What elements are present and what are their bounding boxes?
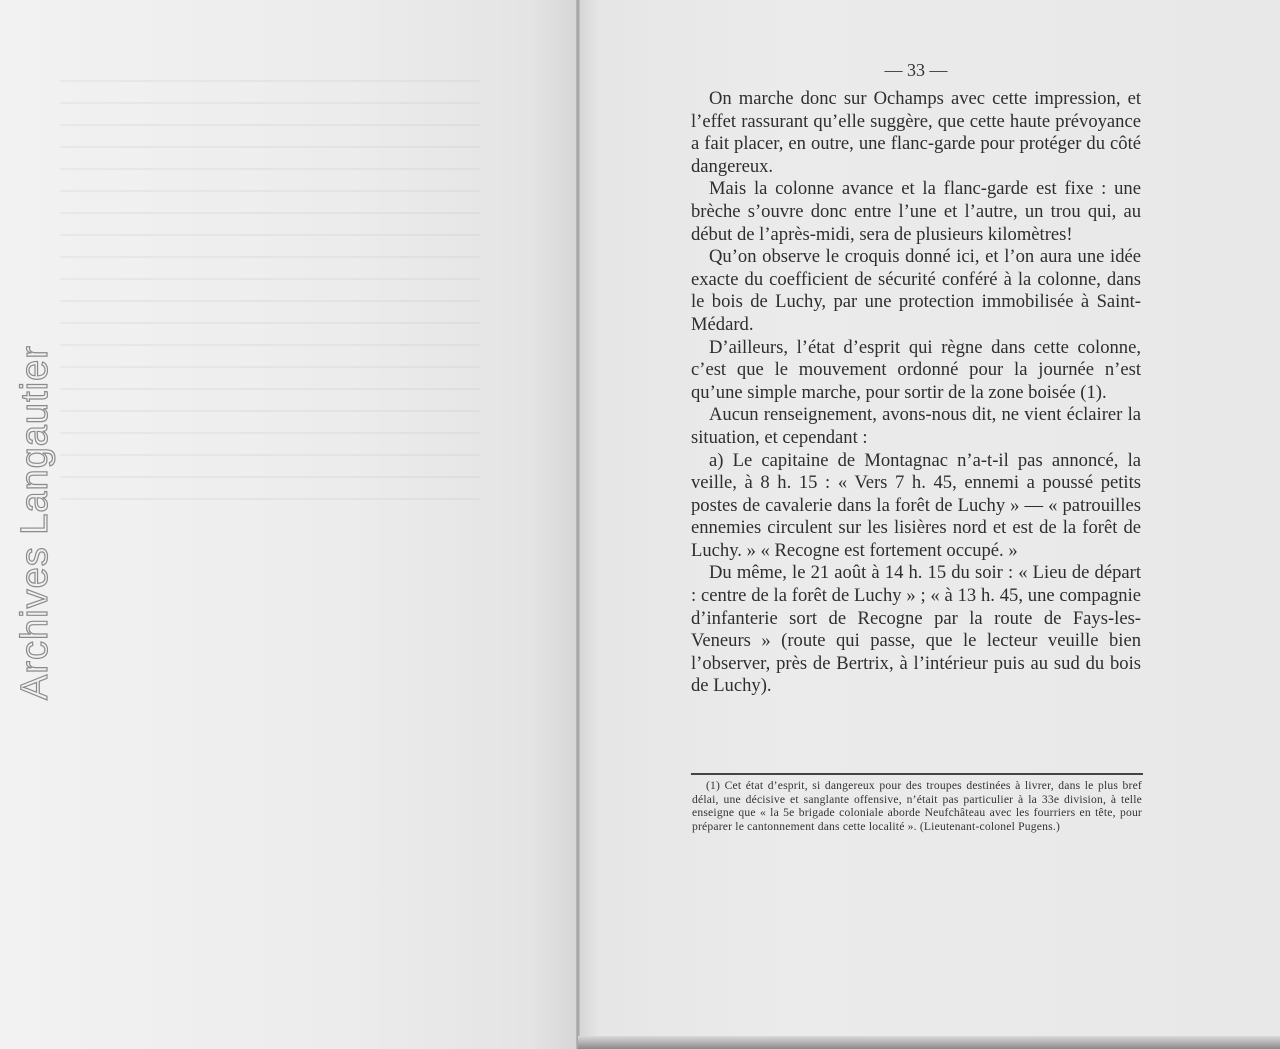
paragraph: a) Le capitaine de Montagnac n’a-t-il pas annoncé, la veille, à 8 h. 15 : « Vers 7 h. 45, ennemi a poussé petits postes de cavalerie dans la forêt de Luchy » — « patrouilles ennemies circulent sur les lisières nord et est de la forêt de Luchy. » « Recogne est fortement occupé. »: [691, 449, 1141, 561]
paragraph: Mais la colonne avance et la flanc-garde est fixe : une brèche s’ouvre donc entre l’une et l’autre, un trou qui, au début de l’après-midi, sera de plusieurs kilomètres!: [691, 178, 1141, 245]
archive-watermark: Archives Langautier: [14, 345, 56, 700]
footnote-divider: [691, 773, 1143, 775]
bleed-through-text: [60, 80, 480, 520]
page-bottom-edge: [578, 1036, 1280, 1049]
paragraph: Aucun renseignement, avons-nous dit, ne vient éclairer la situation, et cependant :: [691, 404, 1141, 448]
footnote-text: (1) Cet état d’esprit, si dangereux pour des troupes destinées à livrer, dans le plus bref délai, une décisive et sanglante offensive, n’était pas particulier à la 33e division, à telle enseigne que « la 5e brigade coloniale aborde Neufchâteau avec les fourriers en tête, pour préparer le cantonnement dans cette localité ». (Lieutenant-colonel Pugens.): [692, 779, 1142, 833]
paragraph: Qu’on observe le croquis donné ici, et l’on aura une idée exacte du coefficient de sécurité conféré à la colonne, dans le bois de Luchy, par une protection immobilisée à Saint-Médard.: [691, 246, 1141, 335]
body-text: [691, 88, 1141, 698]
paragraph: D’ailleurs, l’état d’esprit qui règne dans cette colonne, c’est que le mouvement ordonné pour la journée n’est qu’une simple marche, pour sortir de la zone boisée (1).: [691, 336, 1141, 403]
paragraph: On marche donc sur Ochamps avec cette impression, et l’effet rassurant qu’elle suggère, que cette haute prévoyance a fait placer, en outre, une flanc-garde pour protéger du côté dangereux.: [691, 88, 1141, 177]
paragraph: Du même, le 21 août à 14 h. 15 du soir : « Lieu de départ : centre de la forêt de Luchy » ; « à 13 h. 45, une compagnie d’infanterie sort de Recogne par la route de Fays-les-Veneurs » (route qui passe, que le lecteur veuille bien l’observer, près de Bertrix, à l’intérieur puis au sud du bois de Luchy).: [691, 562, 1141, 697]
page-number: — 33 —: [884, 60, 948, 80]
footnote: [692, 779, 1142, 833]
left-page: [0, 0, 578, 1049]
book-gutter: [576, 0, 580, 1049]
